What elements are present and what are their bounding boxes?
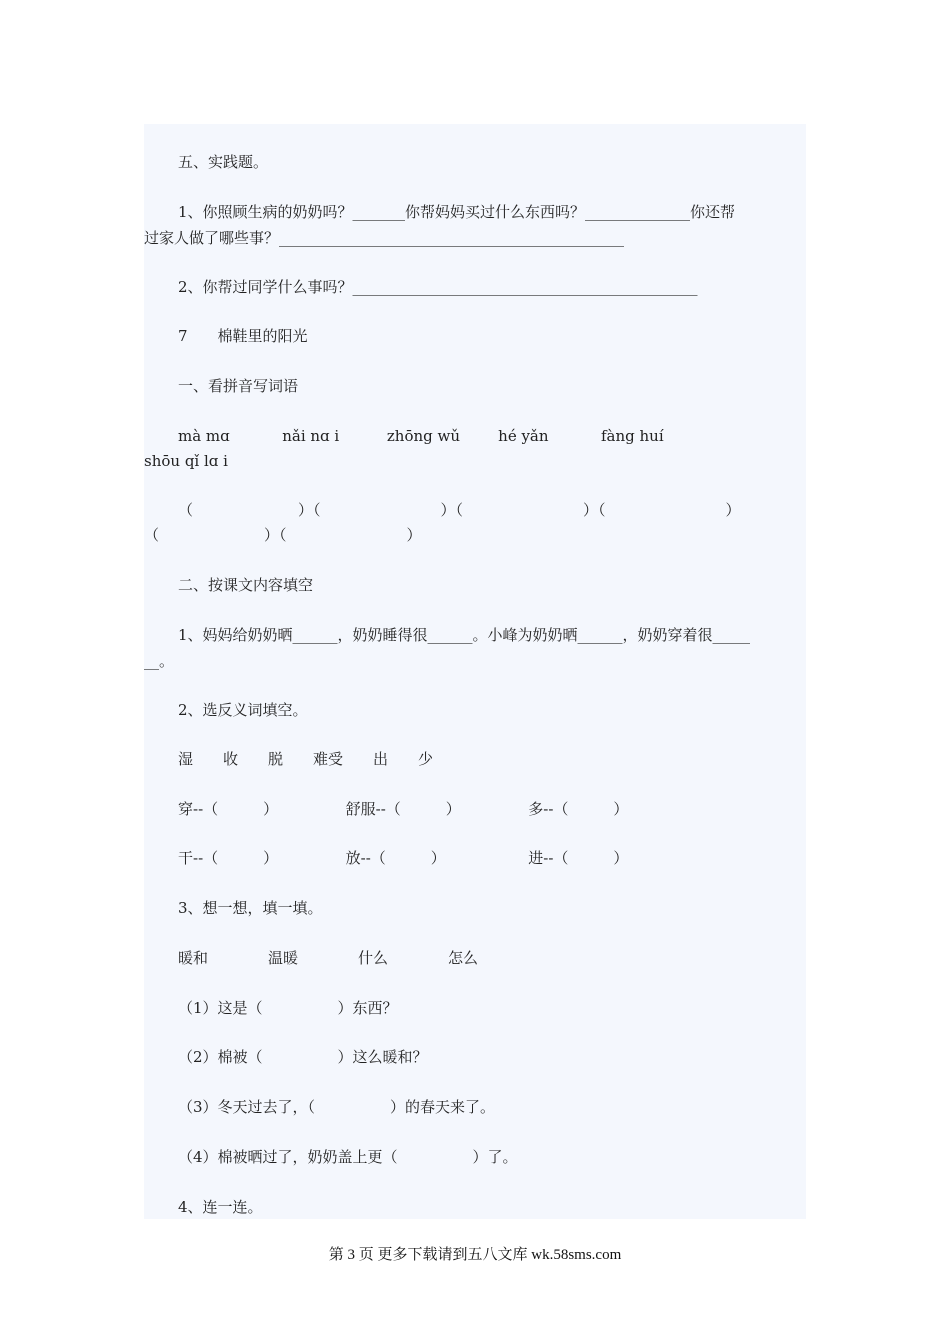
- antonym-question-title: 2、选反义词填空。: [178, 701, 308, 719]
- think-fill-word-bank: 暖和 温暖 什么 怎么: [178, 949, 479, 967]
- think-fill-title: 3、想一想，填一填。: [178, 899, 323, 917]
- page-footer: 第 3 页 更多下载请到五八文库 wk.58sms.com: [328, 1247, 622, 1263]
- lesson-title: 7 棉鞋里的阳光: [178, 327, 308, 345]
- question-1-line-2: 过家人做了哪些事？______________________________________________: [144, 229, 625, 247]
- think-fill-item-2: （2）棉被（ ）这么暖和？: [178, 1048, 428, 1066]
- fill-question-1-line-1: 1、妈妈给奶奶晒______，奶奶睡得很______。小峰为奶奶晒______，奶奶穿着很_____: [178, 626, 751, 644]
- answer-brackets-line-2: （ ）（ ）: [144, 526, 422, 544]
- section-title-pinyin: 一、看拼音写词语: [178, 377, 299, 395]
- pinyin-line-2: shōu qǐ lɑ i: [144, 452, 228, 470]
- question-1-line-1: 1、你照顾生病的奶奶吗？_______你帮妈妈买过什么东西吗？______________你还帮: [178, 203, 736, 221]
- matching-question-title: 4、连一连。: [178, 1198, 263, 1216]
- pinyin-line-1: mà mɑ nǎi nɑ i zhōng wǔ hé yǎn fàng huí: [178, 427, 664, 445]
- antonym-row-2: 干--（ ） 放--（ ） 进--（ ）: [178, 849, 629, 867]
- think-fill-item-3: （3）冬天过去了，（ ）的春天来了。: [178, 1098, 496, 1116]
- question-2: 2、你帮过同学什么事吗？______________________________________________: [178, 278, 698, 296]
- think-fill-item-1: （1）这是（ ）东西？: [178, 999, 398, 1017]
- antonym-word-bank: 湿 收 脱 难受 出 少: [178, 750, 434, 768]
- section-title-fill: 二、按课文内容填空: [178, 576, 314, 594]
- think-fill-item-4: （4）棉被晒过了，奶奶盖上更（ ）了。: [178, 1148, 518, 1166]
- antonym-row-1: 穿--（ ） 舒服--（ ） 多--（ ）: [178, 800, 629, 818]
- fill-question-1-line-2: __。: [144, 652, 175, 670]
- answer-brackets-line-1: （ ）（ ）（ ）（ ）: [178, 501, 741, 519]
- section-title-practice: 五、实践题。: [178, 153, 269, 171]
